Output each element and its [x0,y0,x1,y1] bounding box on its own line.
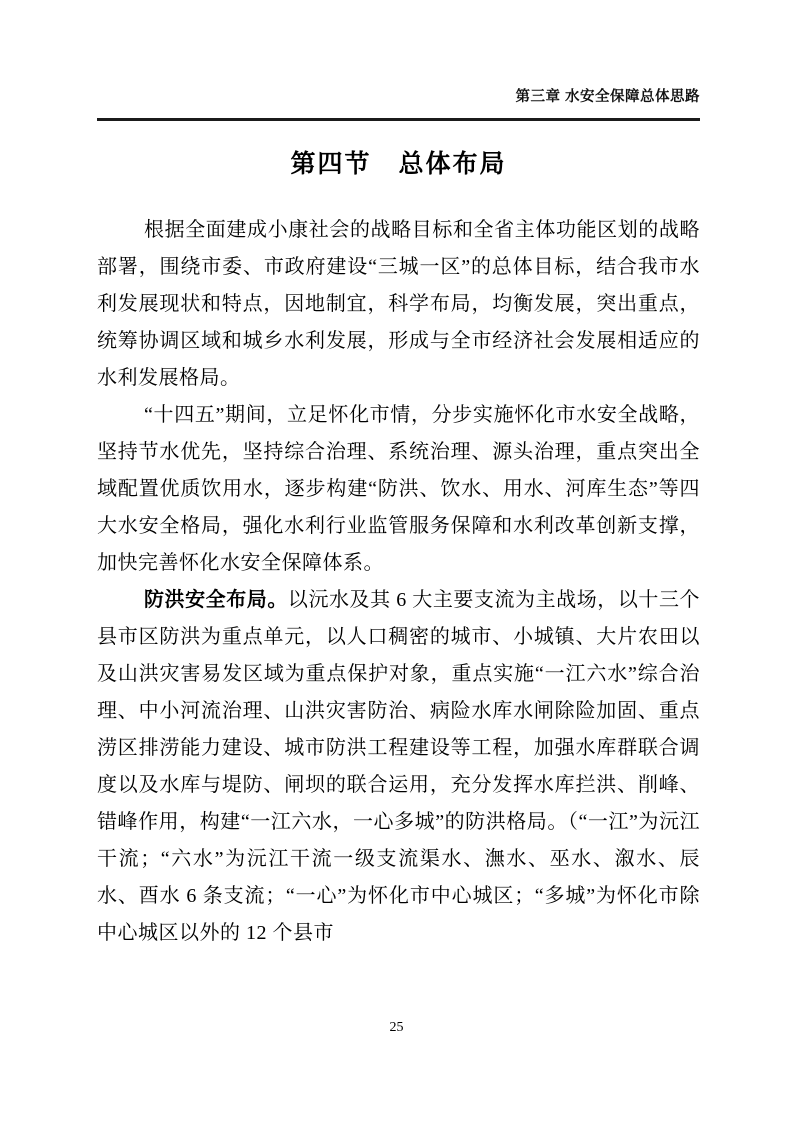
paragraph-text: 根据全面建成小康社会的战略目标和全省主体功能区划的战略部署，围绕市委、市政府建设“三城一区”的总体目标，结合我市水利发展现状和特点，因地制宜，科学布局，均衡发展，突出重点，统筹协调区域和城乡水利发展，形成与全市经济社会发展相适应的水利发展格局。 [97,218,700,389]
section-title: 第四节 总体布局 [290,150,507,178]
paragraph-145-period [97,397,700,582]
paragraph-text: “十四五”期间，立足怀化市情，分步实施怀化市水安全战略，坚持节水优先，坚持综合治理、系统治理、源头治理，重点突出全域配置优质饮用水，逐步构建“防洪、饮水、用水、河库生态”等四大水安全格局，强化水利行业监管服务保障和水利改革创新支撑，加快完善怀化水安全保障体系。 [97,403,700,574]
page-header [97,88,700,121]
paragraph-text: 以沅水及其 6 大主要支流为主战场，以十三个县市区防洪为重点单元，以人口稠密的城市、小城镇、大片农田以及山洪灾害易发区域为重点保护对象，重点实施“一江六水”综合治理、中小河流治理、山洪灾害防治、病险水库水闸除险加固、重点涝区排涝能力建设、城市防洪工程建设等工程，加强水库群联合调度以及水库与堤防、闸坝的联合运用，充分发挥水库拦洪、削峰、错峰作用，构建“一江六水，一心多城”的防洪格局。（“一江”为沅江干流；“六水”为沅江干流一级支流渠水、潕水、巫水、溆水、辰水、酉水 6 条支流；“一心”为怀化市中心城区；“多城”为怀化市除中心城区以外的 12 个县市 [97,588,701,944]
document-body [97,212,700,952]
paragraph-lead-flood-control: 防洪安全布局。 [144,588,288,611]
paragraph-flood-control-layout [97,582,700,952]
running-header-chapter: 第三章 水安全保障总体思路 [515,89,700,105]
page-number: 25 [389,1020,404,1035]
paragraph-overall-strategy [97,212,700,397]
header-rule [97,118,700,121]
